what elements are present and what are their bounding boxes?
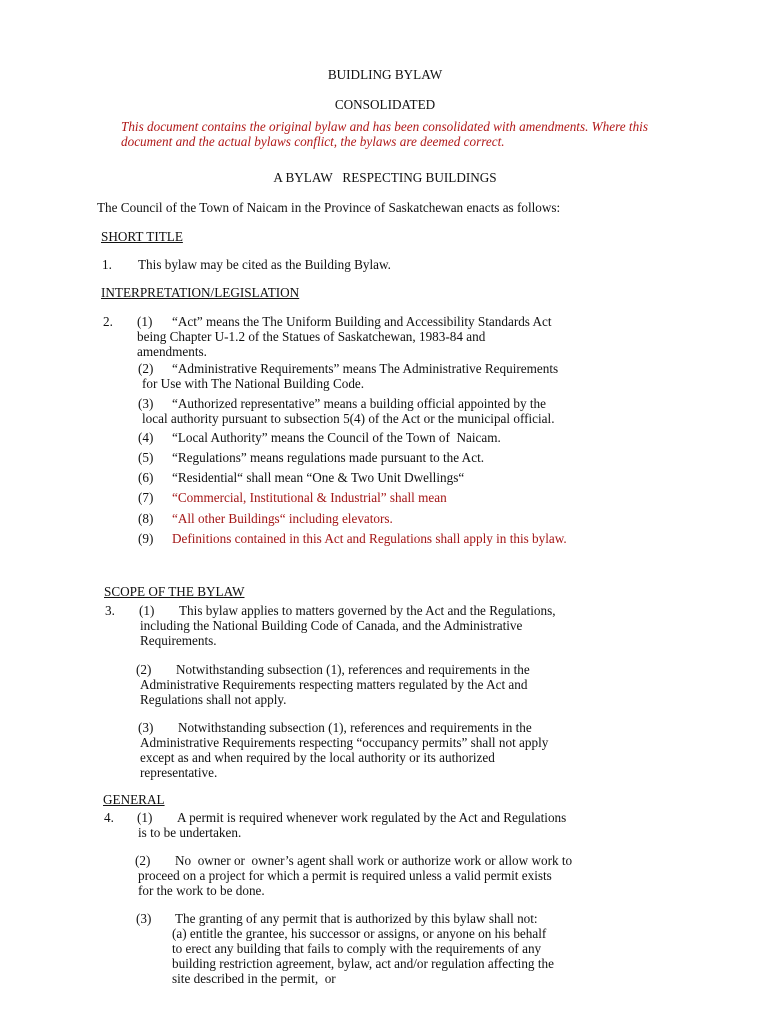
clause-line: This bylaw applies to matters governed by the Act and the Regulations, [179, 603, 556, 618]
section-heading-scope: SCOPE OF THE BYLAW [104, 584, 245, 599]
clause-line: Administrative Requirements respecting matters regulated by the Act and [140, 677, 528, 692]
clause-line: “Local Authority” means the Council of the Town of Naicam. [172, 430, 501, 445]
clause-label: (1) [137, 810, 153, 825]
clause-line: being Chapter U-1.2 of the Statues of Saskatchewan, 1983-84 and [137, 329, 486, 344]
clause-line: Notwithstanding subsection (1), references and requirements in the [178, 720, 532, 735]
clause-line: No owner or owner’s agent shall work or authorize work or allow work to [175, 853, 573, 868]
clause-line: “Regulations” means regulations made pursuant to the Act. [172, 450, 485, 465]
section-number: 4. [104, 810, 114, 825]
clause-label: (8) [138, 511, 154, 526]
clause-label: (3) [138, 720, 154, 735]
clause-label: (1) [139, 603, 155, 618]
clause-line: “Commercial, Institutional & Industrial” shall mean [172, 490, 447, 505]
clause-line: amendments. [137, 344, 207, 359]
consolidation-notice-line-1: This document contains the original bylaw and has been consolidated with amendments. Where this [121, 119, 648, 134]
clause-label: (6) [138, 470, 154, 485]
clause-line: “Act” means the The Uniform Building and Accessibility Standards Act [172, 314, 552, 329]
clause-label: (3) [136, 911, 152, 926]
section-heading-interpretation: INTERPRETATION/LEGISLATION [101, 285, 300, 300]
clause-line: “Administrative Requirements” means The Administrative Requirements [172, 361, 559, 376]
clause-label: (1) [137, 314, 153, 329]
clause-line: except as and when required by the local authority or its authorized [140, 750, 495, 765]
section-number: 2. [103, 314, 113, 329]
clause-label: (9) [138, 531, 154, 546]
clause-line: to erect any building that fails to comply with the requirements of any [172, 941, 542, 956]
clause-line: Requirements. [140, 633, 217, 648]
clause-line: Regulations shall not apply. [140, 692, 287, 707]
clause-line: building restriction agreement, bylaw, act and/or regulation affecting the [172, 956, 554, 971]
clause-line: is to be undertaken. [138, 825, 242, 840]
clause-label: (2) [138, 361, 154, 376]
clause-line: representative. [140, 765, 218, 780]
clause-line: for Use with The National Building Code. [142, 376, 365, 391]
section-text: This bylaw may be cited as the Building Bylaw. [138, 257, 391, 272]
clause-label: (5) [138, 450, 154, 465]
clause-label: (2) [136, 662, 152, 677]
preamble: The Council of the Town of Naicam in the Province of Saskatchewan enacts as follows: [97, 200, 561, 215]
clause-line: “Authorized representative” means a building official appointed by the [172, 396, 547, 411]
consolidation-notice-line-2: document and the actual bylaws conflict, the bylaws are deemed correct. [121, 134, 505, 149]
clause-label: (3) [138, 396, 154, 411]
clause-label: (4) [138, 430, 154, 445]
clause-label: (7) [138, 490, 154, 505]
clause-line: local authority pursuant to subsection 5(4) of the Act or the municipal official. [142, 411, 555, 426]
section-heading-short-title: SHORT TITLE [101, 229, 183, 244]
clause-line: A permit is required whenever work regulated by the Act and Regulations [177, 810, 567, 825]
clause-line: The granting of any permit that is authorized by this bylaw shall not: [175, 911, 538, 926]
section-heading-general: GENERAL [103, 792, 165, 807]
document-subtitle: CONSOLIDATED [334, 97, 436, 112]
clause-line: “Residential“ shall mean “One & Two Unit Dwellings“ [172, 470, 465, 485]
clause-line: for the work to be done. [138, 883, 265, 898]
clause-line: proceed on a project for which a permit is required unless a valid permit exists [138, 868, 552, 883]
section-number: 1. [102, 257, 112, 272]
bylaw-heading: A BYLAW RESPECTING BUILDINGS [273, 170, 497, 185]
clause-line: (a) entitle the grantee, his successor or assigns, or anyone on his behalf [172, 926, 547, 941]
clause-line: Administrative Requirements respecting “occupancy permits” shall not apply [140, 735, 549, 750]
clause-line: Notwithstanding subsection (1), references and requirements in the [176, 662, 530, 677]
clause-line: “All other Buildings“ including elevators. [172, 511, 393, 526]
clause-line: Definitions contained in this Act and Regulations shall apply in this bylaw. [172, 531, 567, 546]
clause-line: site described in the permit, or [172, 971, 336, 986]
clause-line: including the National Building Code of Canada, and the Administrative [140, 618, 523, 633]
clause-label: (2) [135, 853, 151, 868]
section-number: 3. [105, 603, 115, 618]
document-title: BUIDLING BYLAW [327, 67, 443, 82]
